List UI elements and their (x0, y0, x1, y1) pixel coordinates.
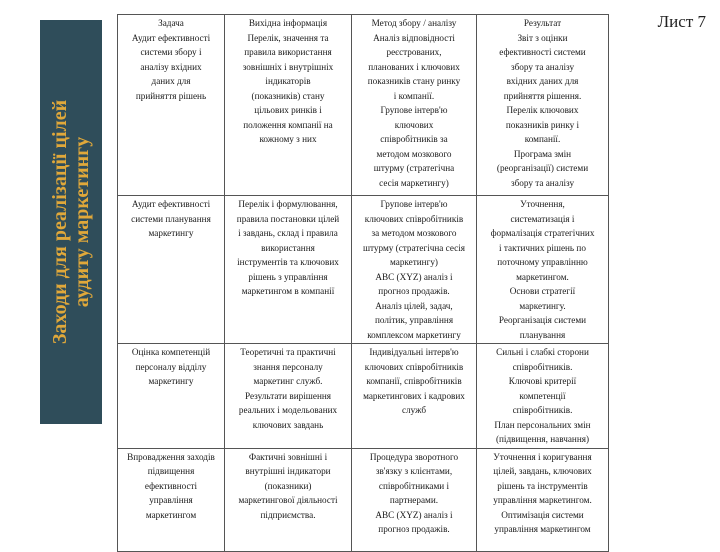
cell-line: зовнішніх і внутрішніх (242, 61, 334, 72)
cell-line: систематизація і (510, 213, 575, 224)
cell-line: Аудит ефективності (131, 32, 211, 43)
cell-input-info (225, 15, 352, 196)
side-title-line-1: Заходи для реалізації цілей (49, 99, 72, 345)
cell-line: Ключові критерії (508, 376, 577, 386)
cell-line: Основи стратегії (509, 286, 576, 296)
cell-result (477, 344, 609, 449)
cell-line: реальних і модельованих (238, 405, 338, 415)
cell-line: системи збору і (140, 47, 202, 57)
cell-line: Оцінка компетенцій (131, 347, 211, 357)
cell-line: управління (149, 495, 193, 505)
cell-line: співробітників. (512, 405, 573, 415)
table-row (118, 448, 609, 551)
cell-line: компетенції (519, 390, 566, 401)
cell-line: Фактичні зовнішні і (248, 451, 328, 462)
cell-line: Програма змін (513, 148, 572, 159)
cell-line: ключових співробітників (364, 361, 464, 372)
cell-line: персоналу відділу (135, 361, 207, 372)
cell-method (352, 344, 477, 449)
cell-line: даних для (151, 76, 191, 86)
cell-task (118, 344, 225, 449)
cell-line: сесія маркетингу) (379, 177, 449, 188)
cell-line: співробітників за (380, 134, 448, 144)
cell-line: Індивідуальні інтерв'ю (369, 347, 459, 357)
cell-line: співробітниками і (378, 480, 450, 491)
cell-line: ключових завдань (252, 419, 324, 430)
cell-line: збору та аналізу (510, 61, 575, 72)
cell-result (477, 196, 609, 344)
cell-line: правила постановки цілей (236, 213, 340, 224)
cell-method (352, 448, 477, 551)
cell-line: методом мозкового (376, 148, 452, 159)
cell-line: Сильні і слабкі сторони (496, 347, 589, 357)
cell-line: реєстрованих, (386, 47, 442, 57)
cell-line: планованих і ключових (368, 61, 460, 72)
cell-line: маркетингом (145, 509, 197, 520)
cell-line: системи планування (131, 213, 211, 224)
cell-line: ABC (XYZ) аналіз і (375, 271, 453, 282)
cell-line: вхідних даних для (506, 76, 579, 86)
side-title-line-2: аудиту маркетингу (71, 136, 94, 308)
cell-line: кожному з них (259, 134, 317, 144)
cell-line: управління маркетингом (494, 524, 591, 534)
cell-line: індикаторів (265, 76, 311, 86)
cell-line: маркетингу. (519, 300, 566, 311)
cell-line: Аудит ефективності (131, 199, 211, 209)
cell-input-info (225, 344, 352, 449)
cell-line: маркетингових і кадрових (363, 390, 465, 401)
cell-result (477, 448, 609, 551)
cell-line: Групове інтерв'ю (380, 105, 448, 115)
cell-line: маркетингової діяльності (238, 495, 338, 505)
cell-line: комплексом маркетингу (367, 329, 461, 340)
cell-line: політик, управління (374, 315, 454, 325)
cell-line: Процедура зворотного (369, 451, 459, 462)
cell-line: служб (401, 405, 427, 415)
cell-line: управління маркетингом. (493, 495, 592, 505)
cell-line: Перелік, значення та (247, 32, 329, 43)
cell-line: Теоретичні та практичні (240, 347, 336, 357)
cell-result (477, 15, 609, 196)
cell-line: Задача (158, 18, 184, 28)
cell-line: Результат (523, 18, 562, 28)
cell-line: Оптимізація системи (501, 509, 584, 520)
cell-line: Результати вирішення (244, 390, 332, 401)
cell-line: рішень та інструментів (497, 480, 588, 491)
cell-line: прогноз продажів. (378, 286, 450, 296)
cell-line: Уточнення і коригування (493, 451, 592, 462)
cell-line: зв'язку з клієнтами, (375, 466, 453, 476)
cell-line: внутрішні індикатори (245, 466, 331, 476)
cell-line: цільових ринків і (254, 105, 322, 115)
cell-line: ключових співробітників (364, 213, 464, 224)
audit-measures-table (117, 14, 609, 552)
cell-line: використання (261, 242, 315, 253)
cell-line: Метод збору / аналізу (371, 18, 457, 28)
cell-line: маркетинг служб. (253, 376, 323, 386)
cell-line: і компанії. (393, 90, 435, 101)
cell-method (352, 15, 477, 196)
cell-task (118, 196, 225, 344)
cell-line: (реорганізації) системи (496, 163, 589, 173)
cell-line: рішень з управління (248, 271, 328, 282)
cell-line: маркетингу (148, 228, 194, 238)
cell-line: цілей, завдань, ключових (493, 466, 592, 476)
cell-line: ефективності (144, 480, 198, 491)
cell-line: партнерами. (389, 495, 439, 505)
cell-line: правила використання (244, 47, 332, 57)
side-title (49, 100, 93, 344)
cell-line: Впровадження заходів (127, 451, 215, 462)
cell-line: компанії. (524, 134, 561, 144)
cell-line: Перелік ключових (506, 105, 579, 115)
cell-line: показників ринку і (505, 119, 580, 130)
cell-line: положення компанії на (243, 119, 333, 130)
cell-line: і тактичних рішень по (499, 242, 586, 253)
cell-line: маркетингу (148, 376, 194, 386)
cell-line: аналізу вхідних (140, 61, 202, 72)
cell-line: прийняття рішення. (503, 90, 582, 101)
table-row (118, 344, 609, 449)
cell-line: маркетингу) (389, 257, 438, 267)
cell-line: інструментів та ключових (237, 257, 339, 267)
cell-method (352, 196, 477, 344)
cell-line: Групове інтерв'ю (380, 199, 448, 209)
cell-line: План персональних змін (494, 419, 591, 430)
cell-line: знання персоналу (253, 361, 323, 372)
side-title-bar (40, 20, 102, 424)
cell-input-info (225, 196, 352, 344)
cell-line: збору та аналізу (510, 177, 575, 188)
cell-line: маркетингом в компанії (241, 286, 335, 296)
cell-line: штурму (стратегічна (373, 163, 455, 173)
cell-line: ефективності системи (499, 47, 586, 57)
cell-line: Аналіз цілей, задач, (375, 300, 453, 311)
cell-line: показників стану ринку (367, 76, 461, 86)
cell-line: Перелік і формулювання, (238, 199, 338, 209)
cell-line: Звіт з оцінки (517, 32, 568, 43)
cell-line: підприємства. (260, 509, 316, 520)
cell-line: (показники) (264, 480, 312, 491)
cell-line: маркетингом. (516, 271, 569, 282)
cell-line: за методом мозкового (371, 228, 457, 238)
cell-line: співробітників. (512, 361, 573, 372)
cell-line: поточному управлінню (497, 257, 588, 267)
cell-line: Реорганізація системи (498, 315, 587, 325)
cell-line: ключових (394, 119, 434, 130)
cell-line: (показників) стану (251, 90, 325, 101)
cell-line: компанії, співробітників (366, 376, 462, 386)
cell-line: формалізація стратегічних (490, 228, 595, 238)
cell-line: прогноз продажів. (378, 524, 450, 534)
table-row (118, 196, 609, 344)
sheet-label: Лист 7 (657, 12, 706, 31)
cell-line: і завдань, склад і правила (238, 228, 338, 238)
cell-input-info (225, 448, 352, 551)
cell-line: Вихідна інформація (248, 18, 328, 28)
cell-line: штурму (стратегічна сесія (362, 242, 466, 253)
table-row (118, 15, 609, 196)
cell-line: підвищення (147, 466, 195, 476)
cell-line: (підвищення, навчання) (495, 434, 590, 444)
cell-line: ABC (XYZ) аналіз і (375, 509, 453, 520)
cell-task (118, 15, 225, 196)
cell-line: Аналіз відповідності (373, 32, 455, 43)
cell-task (118, 448, 225, 551)
cell-line: планування (519, 329, 566, 340)
cell-line: прийняття рішень (135, 90, 207, 101)
cell-line: Уточнення, (520, 199, 565, 209)
